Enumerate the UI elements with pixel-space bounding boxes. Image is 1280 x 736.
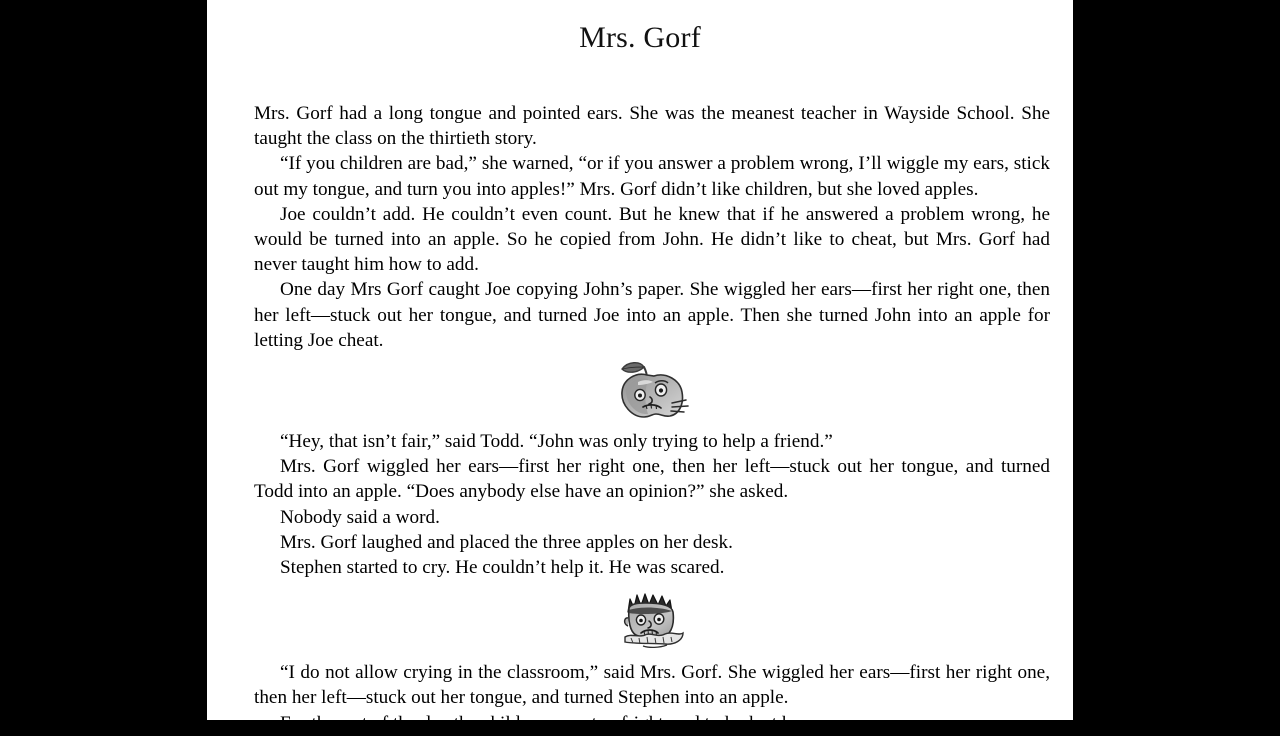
paragraph-5: “Hey, that isn’t fair,” said Todd. “John was only trying to help a friend.” bbox=[280, 431, 833, 453]
paragraph-2: “If you children are bad,” she warned, “or if you answer a problem wrong, I’ll wiggle my ears, stick out my tongue, and turn you into apples!” Mrs. Gorf didn’t like children, but she loved apples. bbox=[254, 153, 1050, 200]
paragraph-6: Mrs. Gorf wiggled her ears—first her right one, then her left—stuck out her tongue, and turned Todd into an apple. “Does anybody else have an opinion?” she asked. bbox=[254, 456, 1050, 503]
apple-with-face-illustration bbox=[254, 353, 1050, 429]
document-page bbox=[207, 0, 1073, 734]
paragraph-7: Nobody said a word. bbox=[280, 506, 440, 528]
paragraph-8: Mrs. Gorf laughed and placed the three apples on her desk. bbox=[280, 531, 733, 553]
paragraph-4: One day Mrs Gorf caught Joe copying John’s paper. She wiggled her ears—first her right one, then her left—stuck out her tongue, and turned Joe into an apple. Then she turned John into an apple for letting Joe cheat. bbox=[254, 279, 1050, 351]
page-title: Mrs. Gorf bbox=[579, 21, 701, 54]
paragraph-10: “I do not allow crying in the classroom,” said Mrs. Gorf. She wiggled her ears—first her right one, then her left—stuck out her tongue, and turned Stephen into an apple. bbox=[254, 662, 1050, 709]
paragraph-11-clipped: For the rest of the day the children were too frightened to look at her. bbox=[280, 712, 811, 734]
paragraph-1: Mrs. Gorf had a long tongue and pointed ears. She was the meanest teacher in Wayside School. She taught the class on the thirtieth story. bbox=[254, 103, 1050, 150]
document-body bbox=[254, 101, 1050, 734]
letterbox-left bbox=[0, 0, 207, 720]
paragraph-3: Joe couldn’t add. He couldn’t even count. But he knew that if he answered a problem wrong, he would be turned into an apple. So he copied from John. He didn’t like to cheat, but Mrs. Gorf had never taught him how to add. bbox=[254, 203, 1050, 276]
letterbox-right bbox=[1073, 0, 1280, 720]
boy-with-spiky-hair-illustration bbox=[254, 580, 1050, 660]
paragraph-9: Stephen started to cry. He couldn’t help it. He was scared. bbox=[280, 557, 725, 579]
